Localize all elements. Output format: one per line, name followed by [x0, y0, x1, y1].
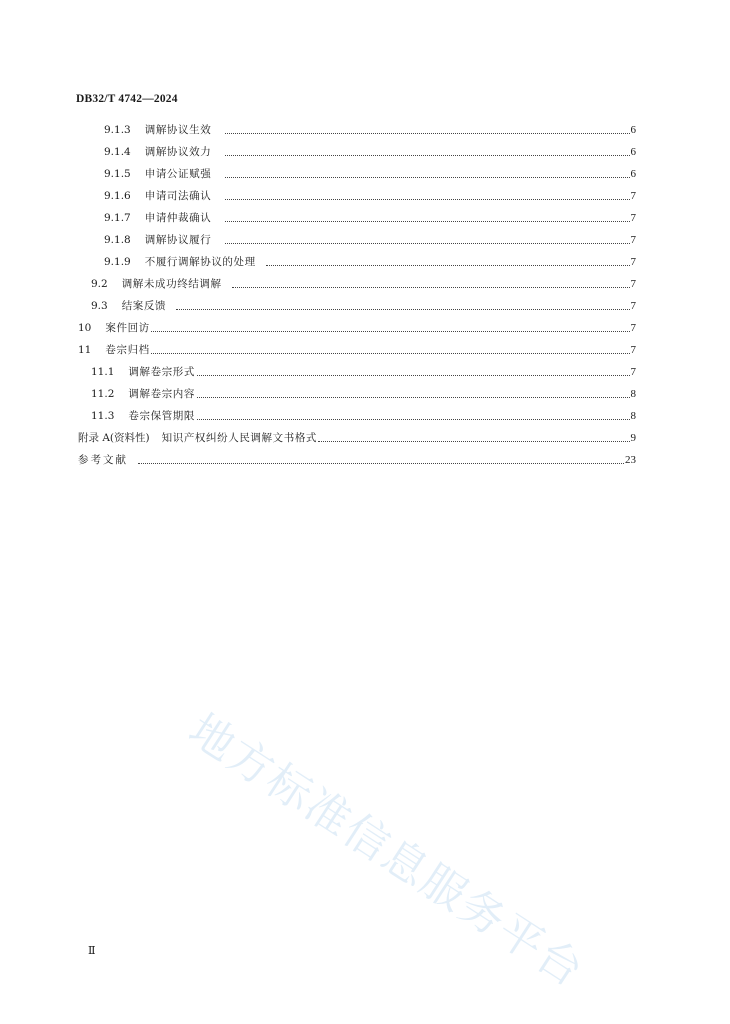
toc-title: 卷宗归档: [105, 344, 150, 356]
toc-title: 调解卷宗内容: [128, 388, 195, 400]
toc-title: 案件回访: [105, 322, 150, 334]
toc-title: 调解协议履行: [144, 234, 212, 246]
toc-page-number: 6: [630, 124, 636, 136]
toc-leader: [225, 242, 629, 244]
toc-entry[interactable]: [104, 163, 636, 181]
toc-page-number: 7: [630, 256, 636, 268]
watermark: 地方标准信息服务平台: [179, 704, 594, 998]
toc-leader: [225, 220, 629, 222]
toc-title: 结案反馈: [121, 300, 167, 312]
toc-entry[interactable]: [104, 185, 636, 203]
toc-entry[interactable]: [104, 207, 636, 225]
toc-title: 知识产权纠纷人民调解文书格式: [161, 432, 318, 444]
toc-number: 9.1.8: [104, 234, 131, 246]
toc-number: 9.1.5: [104, 168, 131, 180]
toc-title: 不履行调解协议的处理: [144, 256, 256, 268]
document-code: DB32/T 4742—2024: [76, 93, 178, 105]
toc-title: 申请公证赋强: [144, 168, 212, 180]
toc-number: 9.1.4: [104, 146, 131, 158]
toc-number: 11.1: [91, 366, 115, 378]
toc-entry[interactable]: [91, 295, 636, 313]
toc-number: 10: [78, 322, 92, 334]
toc-page-number: 23: [625, 454, 636, 466]
toc-entry-appendix[interactable]: [78, 427, 636, 445]
toc-leader: [318, 440, 629, 442]
toc-title: 参考文献: [78, 454, 128, 466]
page-number-roman: Ⅱ: [88, 945, 96, 957]
toc-entry[interactable]: [91, 273, 636, 291]
toc-page-number: 8: [630, 410, 636, 422]
toc-leader: [197, 374, 630, 376]
toc-leader: [197, 396, 630, 398]
toc-number: 9.1.3: [104, 124, 131, 136]
toc-page-number: 7: [630, 300, 636, 312]
toc-entry[interactable]: [104, 251, 636, 269]
toc-number: 11: [78, 344, 92, 356]
toc-leader: [225, 154, 629, 156]
toc-page-number: 8: [630, 388, 636, 400]
toc-number: 9.3: [91, 300, 108, 312]
toc-entry[interactable]: [91, 383, 636, 401]
toc-page-number: 7: [630, 322, 636, 334]
toc-entry[interactable]: [104, 141, 636, 159]
toc-number: 9.1.7: [104, 212, 131, 224]
toc-number: 附录 A(资料性): [78, 432, 150, 444]
toc-leader: [151, 352, 630, 354]
toc-leader: [266, 264, 630, 266]
toc-page-number: 9: [630, 432, 636, 444]
toc-page-number: 6: [630, 168, 636, 180]
toc-number: 11.2: [91, 388, 115, 400]
toc-leader: [225, 198, 629, 200]
toc-entry[interactable]: [78, 339, 636, 357]
toc-entry-references[interactable]: [78, 449, 636, 467]
toc-entry[interactable]: [104, 229, 636, 247]
toc-leader: [138, 462, 624, 464]
toc-page-number: 7: [630, 344, 636, 356]
toc-title: 申请司法确认: [144, 190, 212, 202]
toc-leader: [232, 286, 630, 288]
toc-number: 9.1.9: [104, 256, 131, 268]
toc-number: 9.2: [91, 278, 108, 290]
toc-entry[interactable]: [104, 119, 636, 137]
toc-title: 调解卷宗形式: [128, 366, 195, 378]
toc-title: 卷宗保管期限: [128, 410, 195, 422]
toc-page-number: 7: [630, 366, 636, 378]
toc-title: 调解协议效力: [144, 146, 212, 158]
toc-number: 11.3: [91, 410, 115, 422]
toc-title: 调解未成功终结调解: [121, 278, 222, 290]
toc-title: 申请仲裁确认: [144, 212, 212, 224]
toc-leader: [225, 132, 629, 134]
toc-page-number: 7: [630, 278, 636, 290]
toc-entry[interactable]: [91, 361, 636, 379]
toc-page-number: 7: [630, 212, 636, 224]
toc-page-number: 7: [630, 234, 636, 246]
toc-entry[interactable]: [78, 317, 636, 335]
toc-leader: [197, 418, 630, 420]
toc-leader: [151, 330, 630, 332]
toc-page-number: 6: [630, 146, 636, 158]
toc-title: 调解协议生效: [144, 124, 212, 136]
toc-entry[interactable]: [91, 405, 636, 423]
toc-leader: [176, 308, 629, 310]
toc-leader: [225, 176, 629, 178]
toc-number: 9.1.6: [104, 190, 131, 202]
toc-page-number: 7: [630, 190, 636, 202]
